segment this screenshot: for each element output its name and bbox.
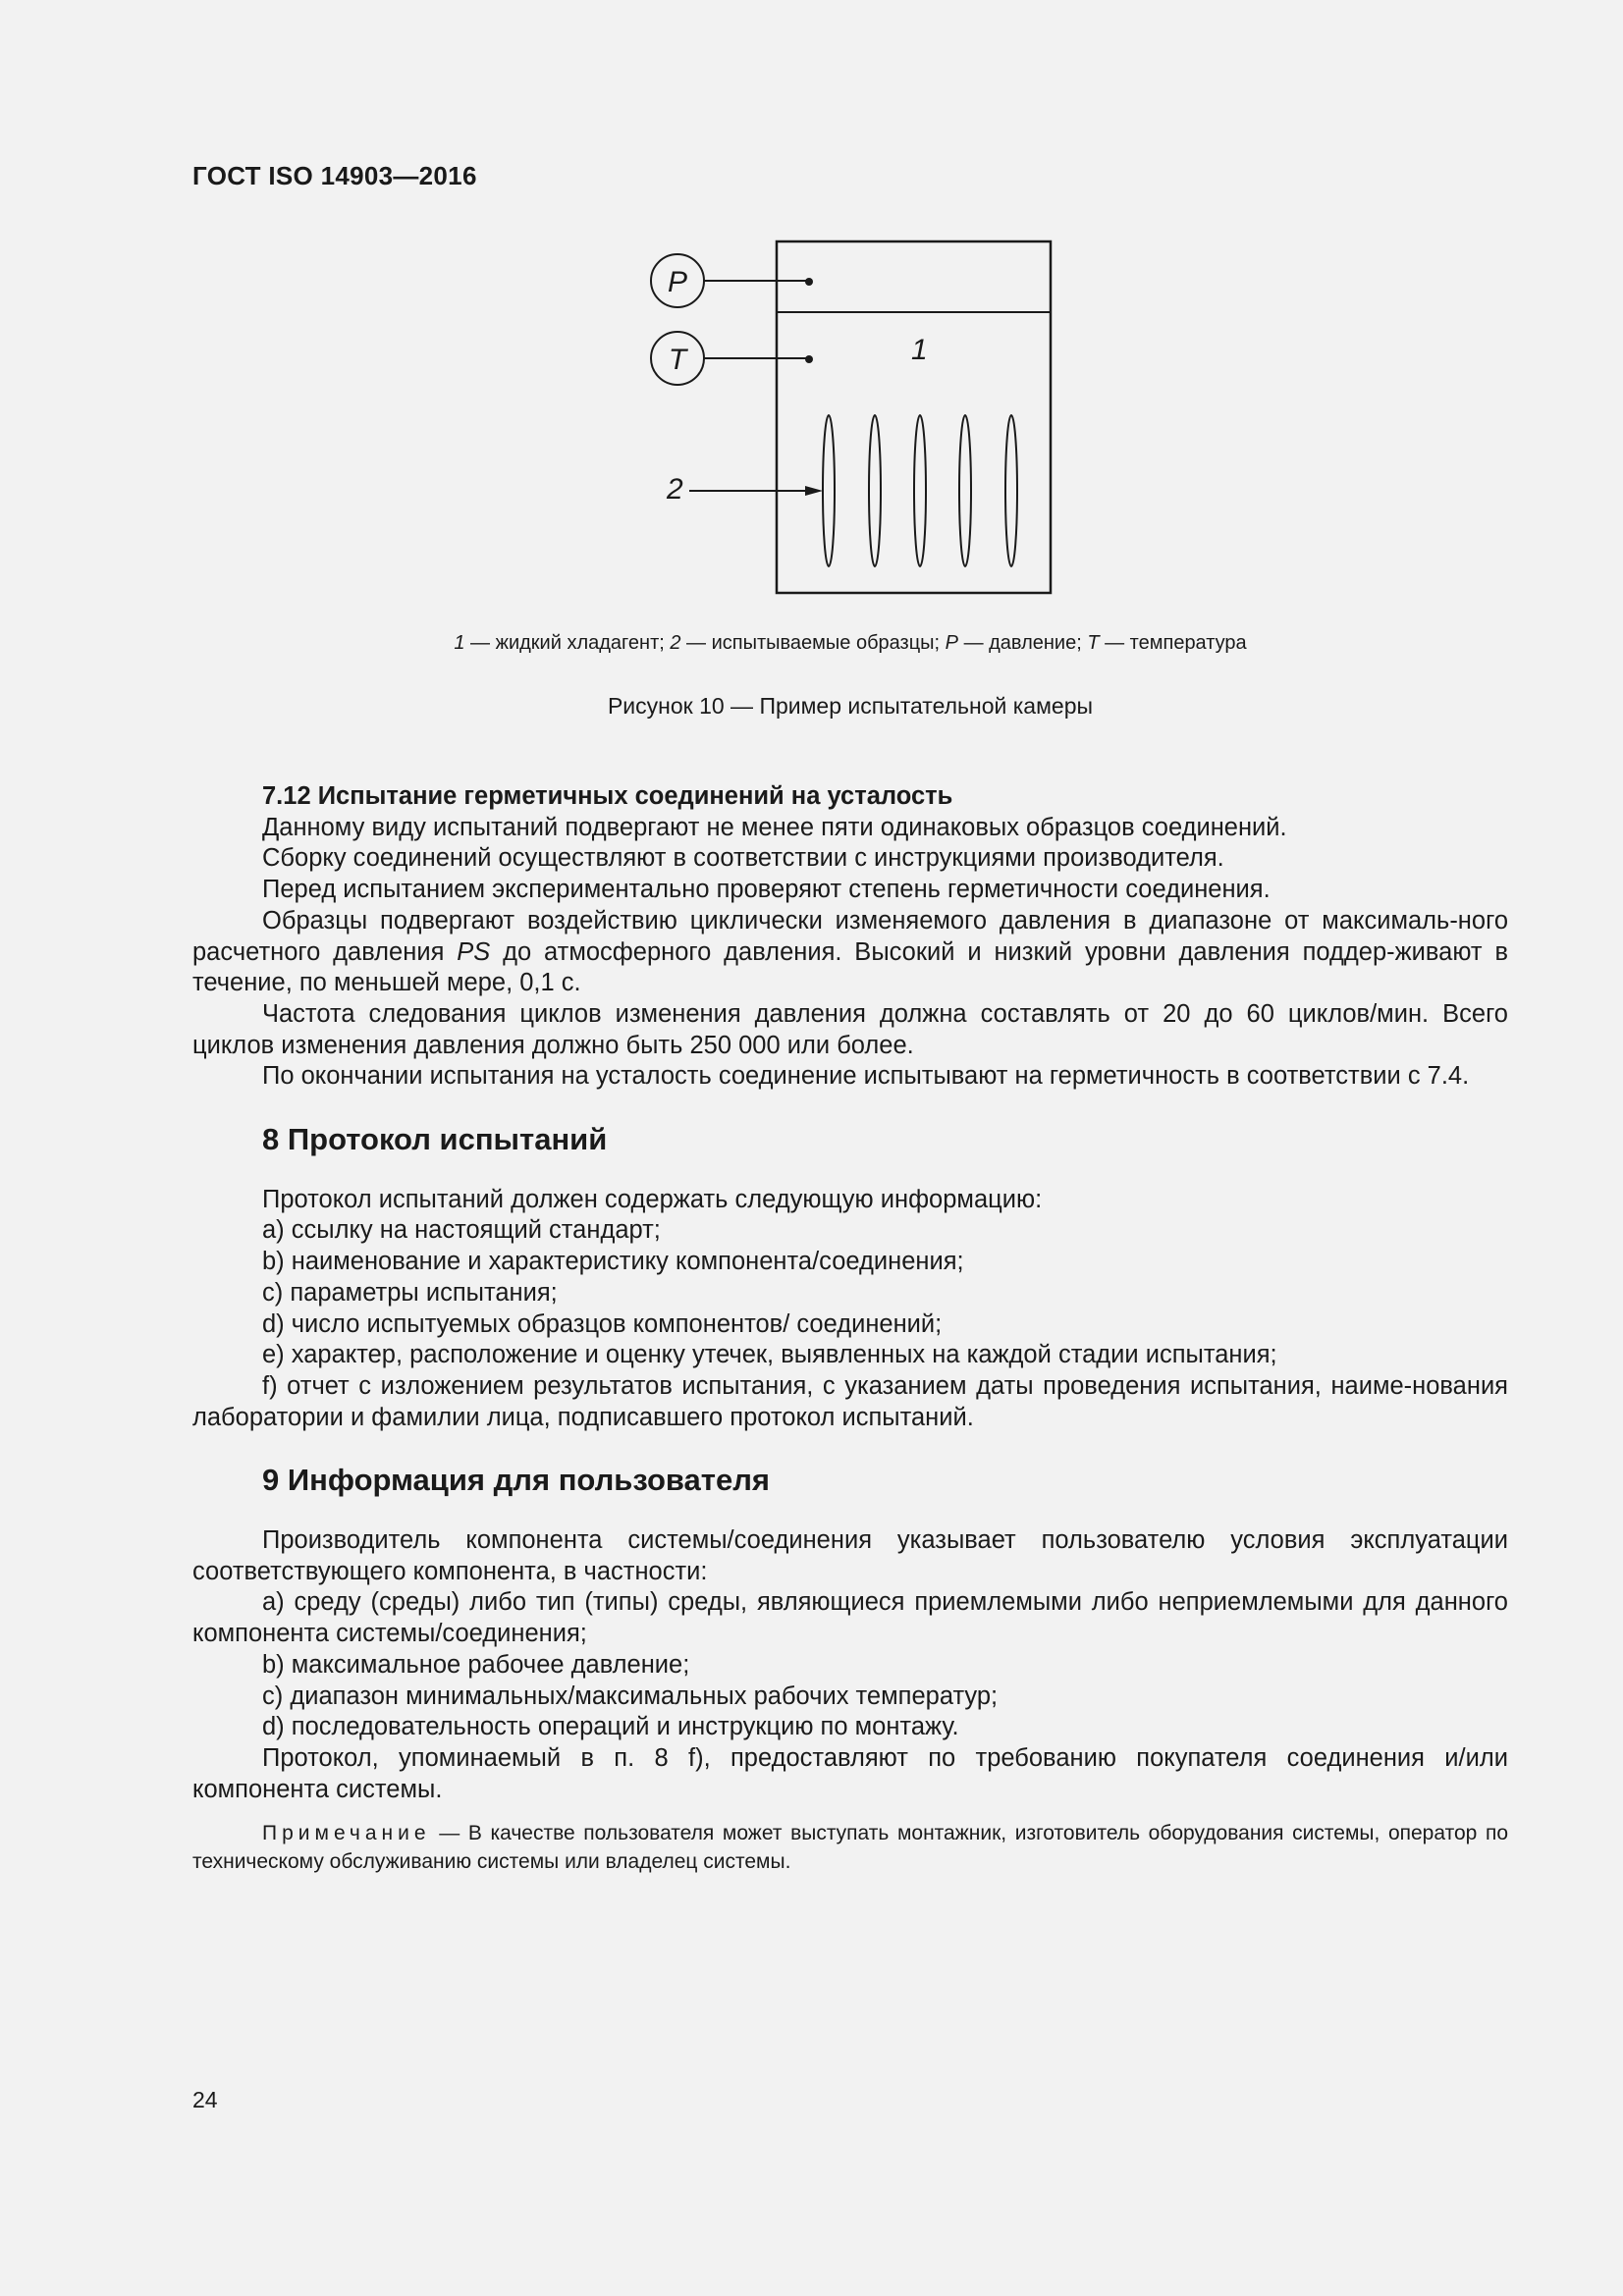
legend-key: T [1087,632,1100,654]
list-item: d) число испытуемых образцов компонентов/ соединений; [262,1309,943,1338]
list-item: a) среду (среды) либо тип (типы) среды, являющиеся приемлемыми либо неприемлемыми для данного компонента системы/соединения; [192,1588,1508,1648]
temperature-gauge-label: T [668,344,687,376]
document-header: ГОСТ ISO 14903—2016 [192,161,477,190]
document-body [192,781,1508,1876]
samples-label: 2 [667,473,683,506]
list-item: f) отчет с изложением результатов испытания, с указанием даты проведения испытания, наиме-нования лаборатории и фамилии лица, подписавшего протокол испытаний. [192,1371,1508,1431]
paragraph: Частота следования циклов изменения давления должна составлять от 20 до 60 циклов/мин. Всего циклов изменения давления должно быть 250 000 или более. [192,999,1508,1059]
list-item: b) максимальное рабочее давление; [262,1650,690,1679]
paragraph-text: Образцы подвергают воздействию циклически изменяемого давления в диапазоне от максималь-ного расчетного давления [192,906,1508,966]
list-item: b) наименование и характеристику компонента/соединения; [262,1248,964,1276]
legend-text: — жидкий хладагент; [464,632,671,654]
test-sample [959,415,971,566]
figure-legend [192,632,1508,655]
list-item: c) параметры испытания; [262,1278,558,1307]
paragraph: Перед испытанием экспериментально проверяют степень герметичности соединения. [262,876,1271,904]
refrigerant-label: 1 [911,334,928,366]
page-number: 24 [192,2087,218,2112]
figure-caption: Рисунок 10 — Пример испытательной камеры [607,693,1094,719]
note-label: Примечание [262,1822,431,1845]
list-item: d) последовательность операций и инструкцию по монтажу. [262,1713,959,1741]
note-text: — В качестве пользователя может выступать монтажник, изготовитель оборудования системы, оператор по техническому обслуживанию системы или владелец системы. [192,1822,1508,1874]
paragraph: Протокол испытаний должен содержать следующую информацию: [262,1185,1043,1213]
legend-text: — давление; [958,632,1088,654]
legend-text: — температура [1099,632,1247,654]
paragraph: Протокол, упоминаемый в п. 8 f), предоставляют по требованию покупателя соединения и/или компонента системы. [192,1743,1508,1803]
pressure-gauge-label: P [667,266,688,298]
temperature-sensor-point [805,355,813,363]
paragraph: Сборку соединений осуществляют в соответствии с инструкциями производителя. [262,844,1224,873]
paragraph [192,906,1508,999]
legend-key: 1 [454,632,465,654]
legend-key: P [945,632,959,654]
paragraph-symbol: PS [457,937,491,966]
test-sample [869,415,881,566]
section-8-heading: 8 Протокол испытаний [262,1122,608,1157]
list-item: e) характер, расположение и оценку утечек, выявленных на каждой стадии испытания; [262,1341,1277,1369]
test-chamber-diagram [628,226,1080,603]
pressure-sensor-point [805,278,813,286]
legend-text: — испытываемые образцы; [680,632,946,654]
paragraph-text: до атмосферного давления. Высокий и низкий уровни давления поддер-живают в течение, по меньшей мере, 0,1 с. [192,937,1508,997]
list-item: c) диапазон минимальных/максимальных рабочих температур; [262,1682,999,1710]
legend-key: 2 [670,632,681,654]
note [192,1819,1508,1876]
paragraph: Производитель компонента системы/соединения указывает пользователю условия эксплуатации соответствующего компонента, в частности: [192,1526,1508,1585]
section-9-heading: 9 Информация для пользователя [262,1463,770,1498]
test-sample [823,415,835,566]
paragraph: Данному виду испытаний подвергают не менее пяти одинаковых образцов соединений. [262,813,1287,841]
test-sample [1005,415,1017,566]
list-item: a) ссылку на настоящий стандарт; [262,1216,661,1245]
section-7-12-heading: 7.12 Испытание герметичных соединений на усталость [262,782,953,810]
samples-arrow-head [805,486,823,496]
test-sample [914,415,926,566]
paragraph: По окончании испытания на усталость соединение испытывают на герметичность в соответствии с 7.4. [262,1062,1470,1091]
